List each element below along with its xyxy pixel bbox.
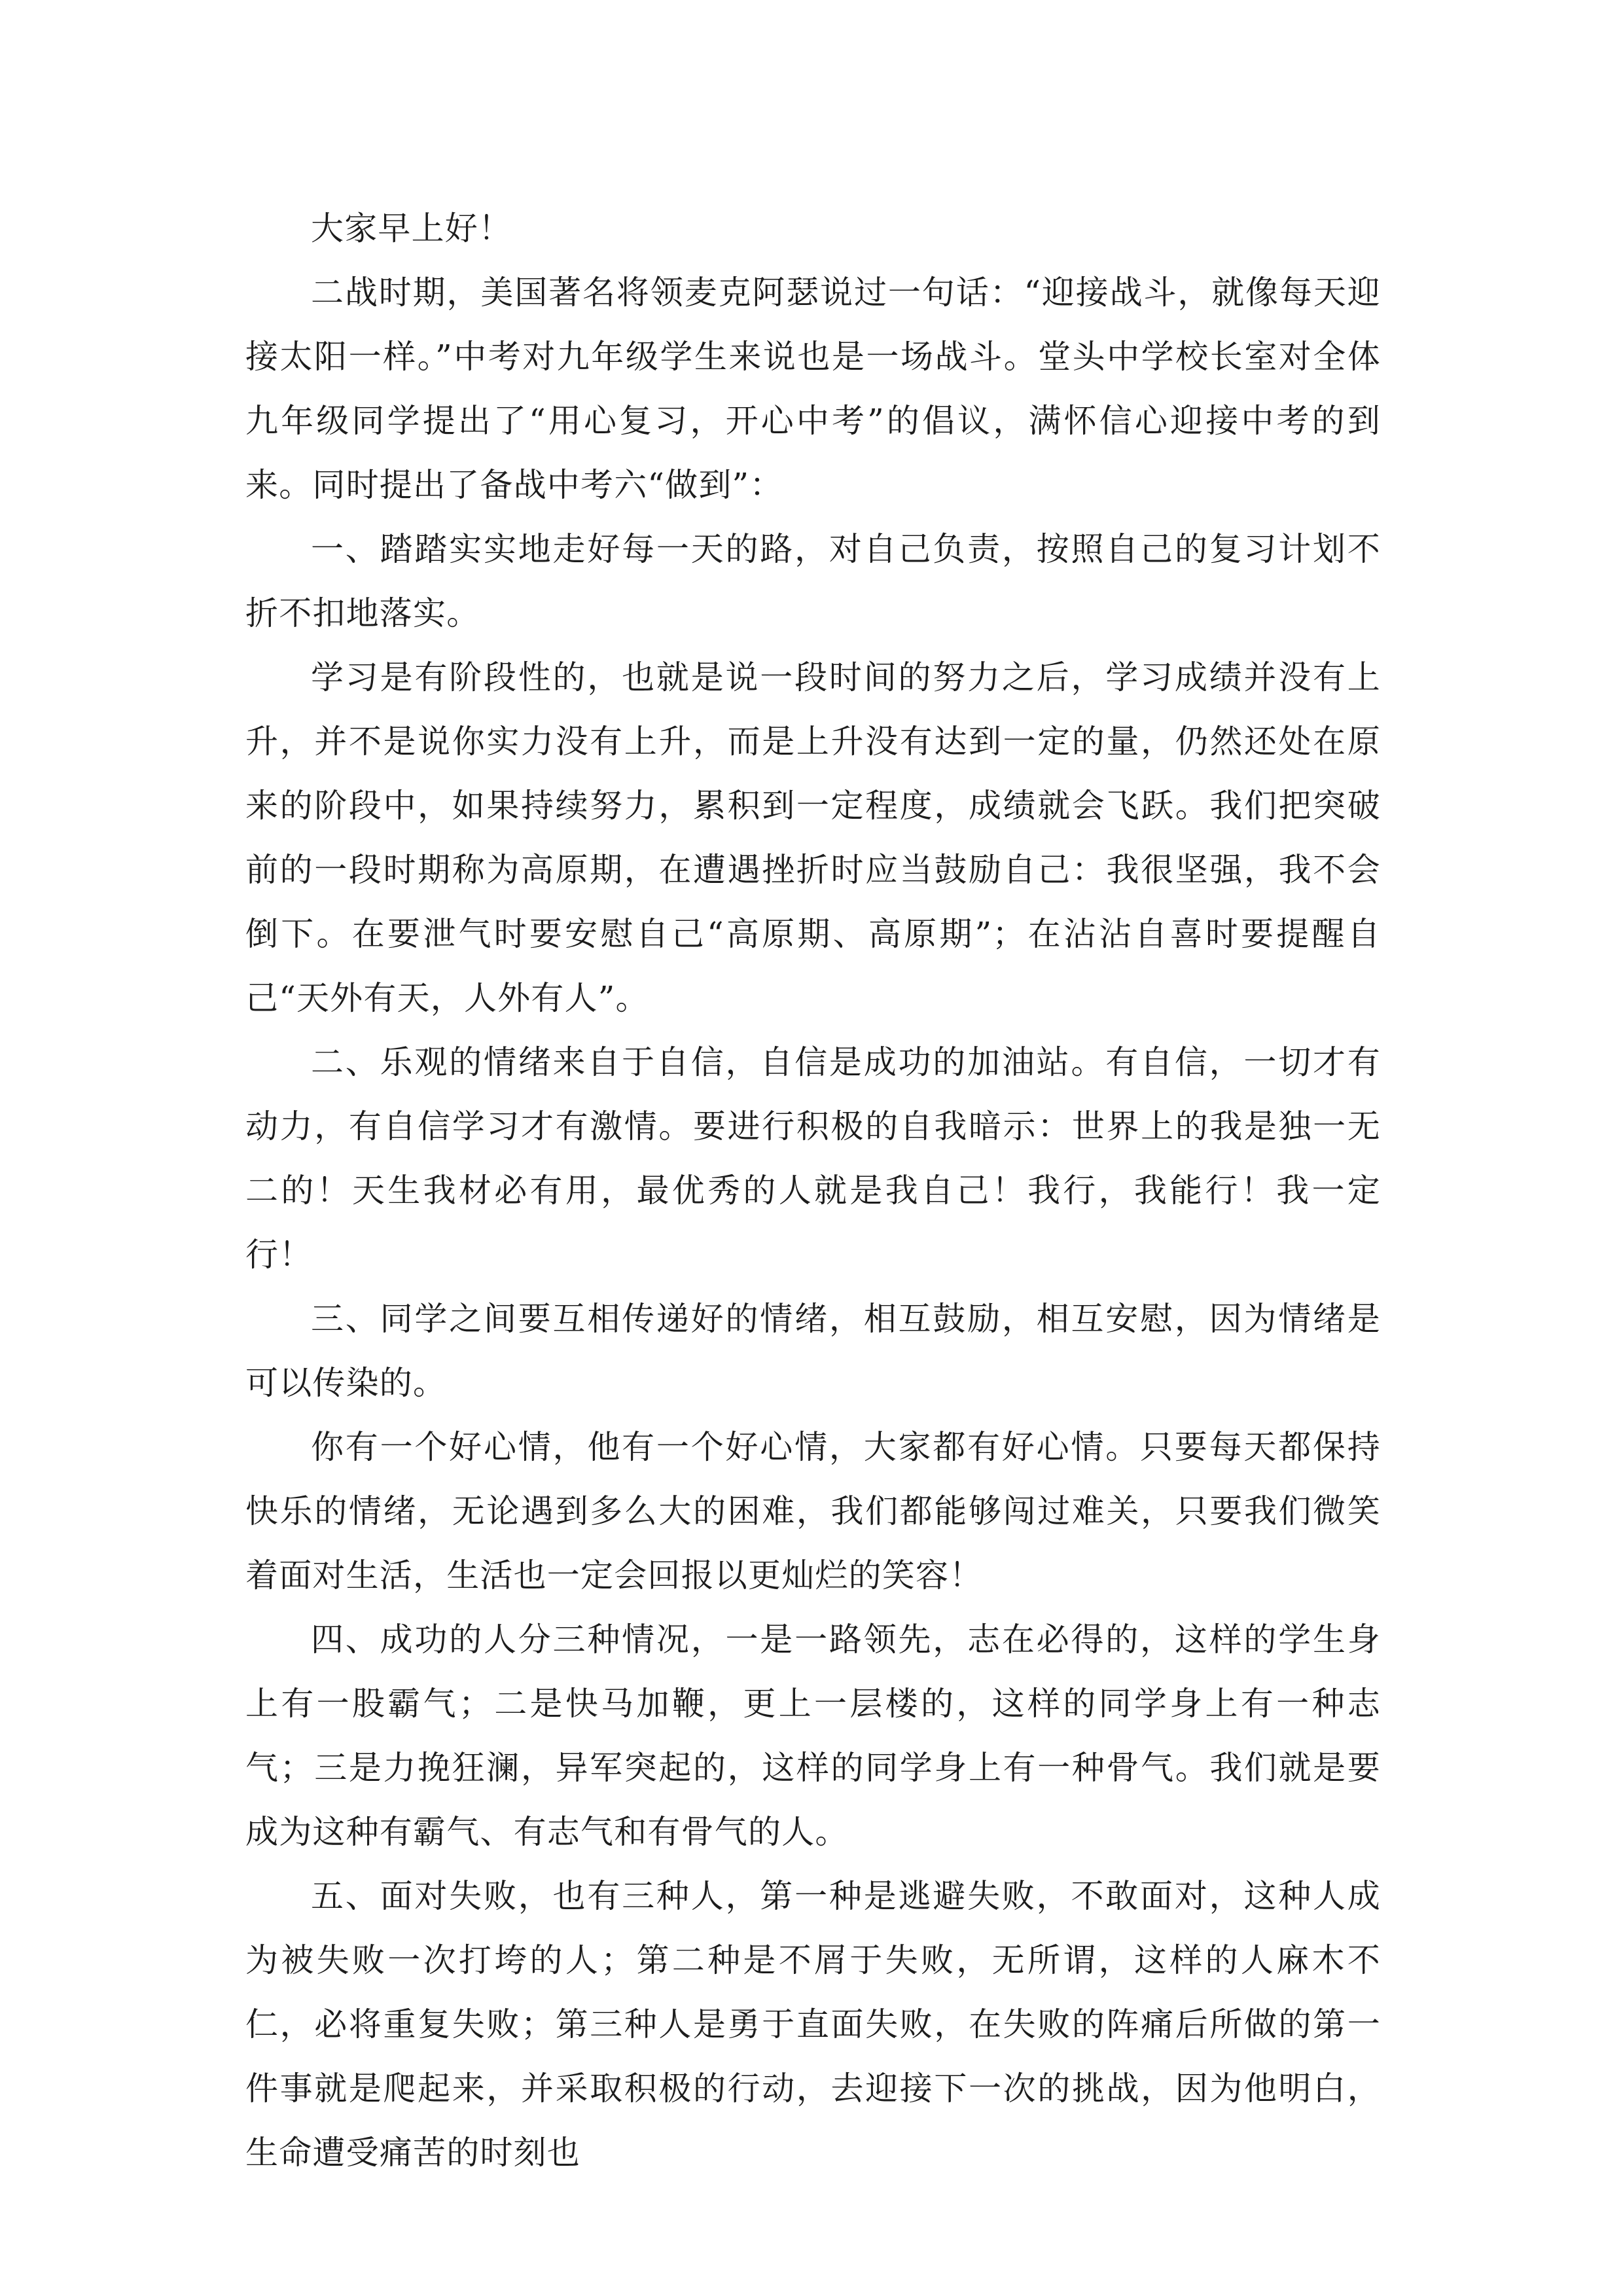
point-five-paragraph: 五、面对失败，也有三种人，第一种是逃避失败，不敢面对，这种人成为被失败一次打垮的人；第二种是不屑于失败，无所谓，这样的人麻木不仁，必将重复失败；第三种人是勇于直面失败，在失败的阵痛后所做的第一件事就是爬起来，并采取积极的行动，去迎接下一次的挑战，因为他明白，生命遭受痛苦的时刻也 <box>245 1877 1381 2172</box>
document-body <box>245 196 1381 2185</box>
intro-paragraph: 二战时期，美国著名将领麦克阿瑟说过一句话：“迎接战斗，就像每天迎接太阳一样。”中考对九年级学生来说也是一场战斗。堂头中学校长室对全体九年级同学提出了“用心复习，开心中考”的倡议，满怀信心迎接中考的到来。同时提出了备战中考六“做到”： <box>245 274 1381 504</box>
plateau-paragraph: 学习是有阶段性的，也就是说一段时间的努力之后，学习成绩并没有上升，并不是说你实力没有上升，而是上升没有达到一定的量，仍然还处在原来的阶段中，如果持续努力，累积到一定程度，成绩就会飞跃。我们把突破前的一段时期称为高原期，在遭遇挫折时应当鼓励自己：我很坚强，我不会倒下。在要泄气时要安慰自己“高原期、高原期”；在沾沾自喜时要提醒自己“天外有天，人外有人”。 <box>245 658 1381 1017</box>
good-mood-paragraph: 你有一个好心情，他有一个好心情，大家都有好心情。只要每天都保持快乐的情绪，无论遇到多么大的困难，我们都能够闯过难关，只要我们微笑着面对生活，生活也一定会回报以更灿烂的笑容！ <box>245 1428 1381 1594</box>
point-one-paragraph: 一、踏踏实实地走好每一天的路，对自己负责，按照自己的复习计划不折不扣地落实。 <box>245 530 1381 632</box>
point-four-paragraph: 四、成功的人分三种情况，一是一路领先，志在必得的，这样的学生身上有一股霸气；二是快马加鞭，更上一层楼的，这样的同学身上有一种志气；三是力挽狂澜，异军突起的，这样的同学身上有一种骨气。我们就是要成为这种有霸气、有志气和有骨气的人。 <box>245 1621 1381 1851</box>
point-two-paragraph: 二、乐观的情绪来自于自信，自信是成功的加油站。有自信，一切才有动力，有自信学习才有激情。要进行积极的自我暗示：世界上的我是独一无二的！天生我材必有用，最优秀的人就是我自己！我行，我能行！我一定行！ <box>245 1043 1381 1274</box>
greeting-paragraph: 大家早上好！ <box>311 209 512 247</box>
point-three-paragraph: 三、同学之间要互相传递好的情绪，相互鼓励，相互安慰，因为情绪是可以传染的。 <box>245 1300 1381 1402</box>
